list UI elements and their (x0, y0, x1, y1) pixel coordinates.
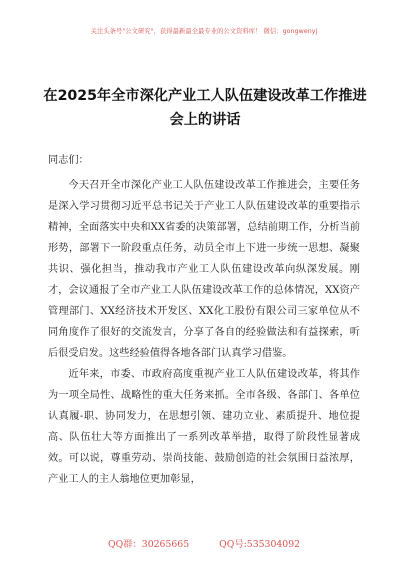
qq-number-text: QQ号:535304092 (219, 539, 301, 550)
promo-banner: 关注头条号"公文研究"，获得最新最全最专业的公文资料库！ 微信：gongwenyj (90, 28, 318, 35)
salutation: 同志们： (48, 155, 89, 166)
footer-contact (0, 536, 408, 550)
paragraph-2: 近年来，市委、市政府高度重视产业工人队伍建设改革，将其作为一项全局性、战略性的重大任务来抓。全市各级、各部门、各单位认真履-职、协同发力，在思想引领、建功立业、素质提升、地位提高、队伍壮大等方面推出了一系列改革举措，取得了阶段性显著成效。可以说，尊重劳动、崇尚技能、鼓励创造的社会氛围日益浓厚，产业工人的主人翁地位更加彰显， (48, 369, 360, 485)
qq-group-text: QQ群：30265665 (107, 539, 190, 550)
document-title: 在2025年全市深化产业工人队伍建设改革工作推进会上的讲话 (43, 88, 367, 128)
paragraph-1: 今天召开全市深化产业工人队伍建设改革工作推进会，主要任务是深入学习贯彻习近平总书记关于产业工人队伍建设改革的重要指示精神，全面落实中央和XX省委的决策部署，总结前期工作，分析当前形势，部署下一阶段重点任务，动员全市上下进一步统一思想、凝聚共识、强化担当，推动我市产业工人队伍建设改革向纵深发展。刚才，会议通报了全市产业工人队伍建设改革工作的总体情况，XX资产管理部门、XX经济技术开发区、XX化工股份有限公司三家单位从不同角度作了很好的交流发言，分享了各自的经验做法和有益探索，听后很受启发。这些经验值得各地各部门认真学习借鉴。 (48, 180, 360, 359)
document-body (48, 150, 360, 490)
